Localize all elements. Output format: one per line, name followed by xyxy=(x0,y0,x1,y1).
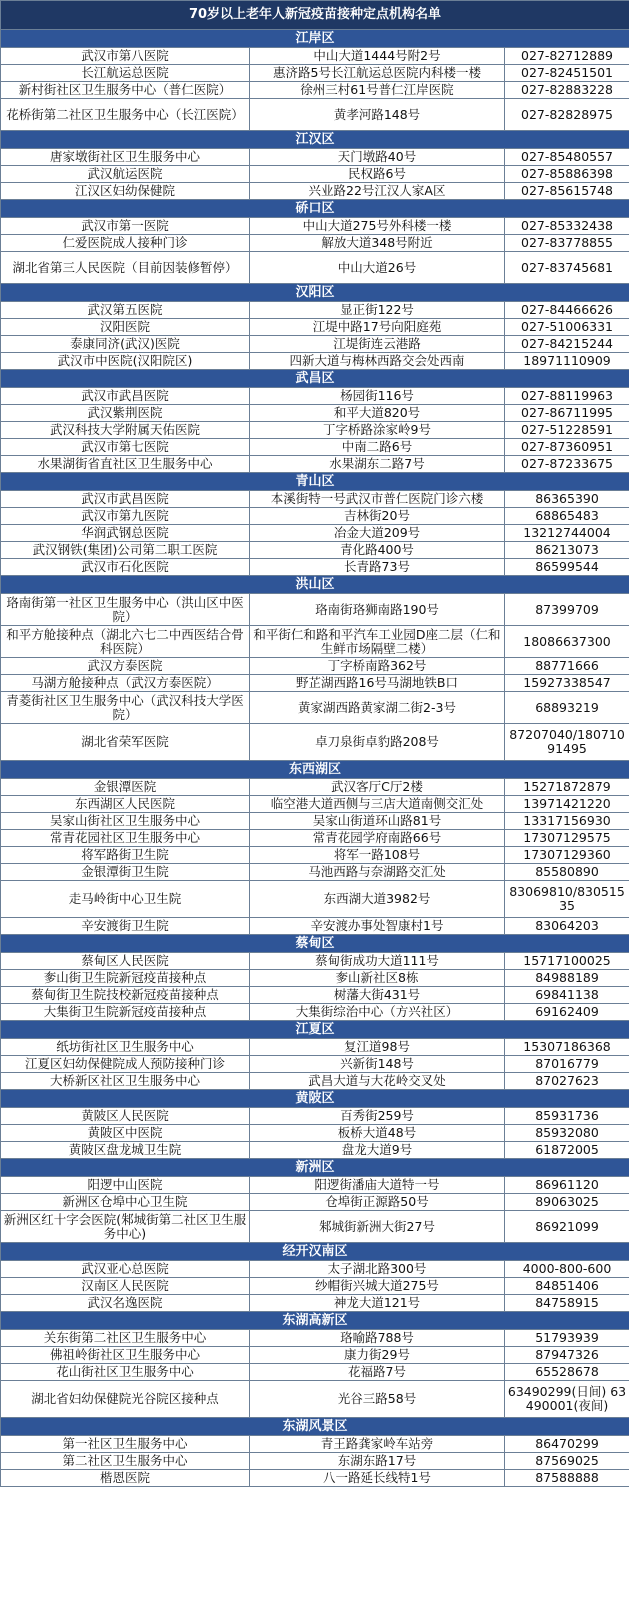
institution-name: 佛祖岭街社区卫生服务中心 xyxy=(1,1347,250,1364)
table-row xyxy=(1,594,629,626)
phone-number: 87569025 xyxy=(505,1453,629,1470)
phone-number: 027-87233675 xyxy=(505,456,629,473)
address: 大集街综治中心（方兴社区） xyxy=(250,1004,505,1021)
table-row xyxy=(1,235,629,252)
table-row xyxy=(1,1261,629,1278)
phone-number: 15717100025 xyxy=(505,953,629,970)
district-name: 黄陂区 xyxy=(1,1090,629,1108)
table-row xyxy=(1,252,629,284)
phone-number: 84851406 xyxy=(505,1278,629,1295)
address: 兴新街148号 xyxy=(250,1056,505,1073)
institution-name: 武汉市中医院(汉阳院区) xyxy=(1,353,250,370)
table-row xyxy=(1,422,629,439)
address: 冶金大道209号 xyxy=(250,525,505,542)
district-name: 新洲区 xyxy=(1,1159,629,1177)
address: 板桥大道48号 xyxy=(250,1125,505,1142)
table-row xyxy=(1,1211,629,1243)
district-header-row xyxy=(1,473,629,491)
district-header-row xyxy=(1,1090,629,1108)
table-row xyxy=(1,692,629,724)
address: 马池西路与奈湖路交汇处 xyxy=(250,864,505,881)
table-row xyxy=(1,491,629,508)
district-header-row xyxy=(1,1243,629,1261)
table-row xyxy=(1,319,629,336)
phone-number: 61872005 xyxy=(505,1142,629,1159)
table-row xyxy=(1,508,629,525)
phone-number: 027-85332438 xyxy=(505,218,629,235)
district-header-row xyxy=(1,1021,629,1039)
phone-number: 51793939 xyxy=(505,1330,629,1347)
institution-name: 长江航运总医院 xyxy=(1,65,250,82)
institution-name: 武汉市武昌医院 xyxy=(1,388,250,405)
table-row xyxy=(1,525,629,542)
table-row xyxy=(1,456,629,473)
address: 江堤街连云港路 xyxy=(250,336,505,353)
address: 青化路400号 xyxy=(250,542,505,559)
institution-name: 武汉紫荆医院 xyxy=(1,405,250,422)
phone-number: 027-82883228 xyxy=(505,82,629,99)
table-row xyxy=(1,1295,629,1312)
institution-name: 武汉市武昌医院 xyxy=(1,491,250,508)
address: 纱帽街兴城大道275号 xyxy=(250,1278,505,1295)
institution-name: 水果湖街省直社区卫生服务中心 xyxy=(1,456,250,473)
address: 中南二路6号 xyxy=(250,439,505,456)
institution-name: 珞南街第一社区卫生服务中心（洪山区中医院） xyxy=(1,594,250,626)
phone-number: 86213073 xyxy=(505,542,629,559)
table-row xyxy=(1,796,629,813)
institution-name: 武汉市第九医院 xyxy=(1,508,250,525)
address: 康力街29号 xyxy=(250,1347,505,1364)
address: 东湖东路17号 xyxy=(250,1453,505,1470)
phone-number: 86961120 xyxy=(505,1177,629,1194)
phone-number: 027-84215244 xyxy=(505,336,629,353)
address: 丁字桥南路362号 xyxy=(250,658,505,675)
district-name: 武昌区 xyxy=(1,370,629,388)
address: 辛安渡办事处智康村1号 xyxy=(250,918,505,935)
institution-name: 大桥新区社区卫生服务中心 xyxy=(1,1073,250,1090)
table-row xyxy=(1,1125,629,1142)
address: 民权路6号 xyxy=(250,166,505,183)
phone-number: 86599544 xyxy=(505,559,629,576)
district-header-row xyxy=(1,131,629,149)
table-row xyxy=(1,813,629,830)
address: 吉林街20号 xyxy=(250,508,505,525)
district-name: 洪山区 xyxy=(1,576,629,594)
district-name: 江汉区 xyxy=(1,131,629,149)
institution-name: 阳逻中山医院 xyxy=(1,1177,250,1194)
institution-name: 武汉第五医院 xyxy=(1,302,250,319)
district-header-row xyxy=(1,1159,629,1177)
phone-number: 83069810/83051535 xyxy=(505,881,629,918)
table-row xyxy=(1,302,629,319)
phone-number: 18086637300 xyxy=(505,626,629,658)
phone-number: 68865483 xyxy=(505,508,629,525)
table-row xyxy=(1,675,629,692)
address: 兴业路22号江汉人家A区 xyxy=(250,183,505,200)
phone-number: 027-85886398 xyxy=(505,166,629,183)
address: 花福路7号 xyxy=(250,1364,505,1381)
institution-name: 黄陂区盘龙城卫生院 xyxy=(1,1142,250,1159)
address: 徐州三村61号普仁江岸医院 xyxy=(250,82,505,99)
institution-name: 常青花园社区卫生服务中心 xyxy=(1,830,250,847)
address: 中山大道275号外科楼一楼 xyxy=(250,218,505,235)
address: 太子湖北路300号 xyxy=(250,1261,505,1278)
phone-number: 84988189 xyxy=(505,970,629,987)
table-row xyxy=(1,405,629,422)
institution-name: 第二社区卫生服务中心 xyxy=(1,1453,250,1470)
phone-number: 85932080 xyxy=(505,1125,629,1142)
table-row xyxy=(1,1381,629,1418)
phone-number: 027-87360951 xyxy=(505,439,629,456)
address: 常青花园学府南路66号 xyxy=(250,830,505,847)
phone-number: 027-85480557 xyxy=(505,149,629,166)
table-row xyxy=(1,1453,629,1470)
address: 中山大道1444号附2号 xyxy=(250,48,505,65)
address: 野芷湖西路16号马湖地铁B口 xyxy=(250,675,505,692)
phone-number: 87588888 xyxy=(505,1470,629,1487)
institution-name: 泰康同济(武汉)医院 xyxy=(1,336,250,353)
institution-name: 武汉市第八医院 xyxy=(1,48,250,65)
institution-name: 蔡甸区人民医院 xyxy=(1,953,250,970)
phone-number: 027-83778855 xyxy=(505,235,629,252)
institution-name: 纸坊街社区卫生服务中心 xyxy=(1,1039,250,1056)
phone-number: 87207040/18071091495 xyxy=(505,724,629,761)
institution-name: 湖北省妇幼保健院光谷院区接种点 xyxy=(1,1381,250,1418)
district-header-row xyxy=(1,1312,629,1330)
address: 水果湖东二路7号 xyxy=(250,456,505,473)
phone-number: 15271872879 xyxy=(505,779,629,796)
phone-number: 027-84466626 xyxy=(505,302,629,319)
address: 天门墩路40号 xyxy=(250,149,505,166)
phone-number: 69841138 xyxy=(505,987,629,1004)
address: 武汉客厅C厅2楼 xyxy=(250,779,505,796)
table-row xyxy=(1,82,629,99)
table-row xyxy=(1,559,629,576)
district-name: 东湖风景区 xyxy=(1,1418,629,1436)
address: 惠济路5号长江航运总医院内科楼一楼 xyxy=(250,65,505,82)
district-name: 蔡甸区 xyxy=(1,935,629,953)
table-row xyxy=(1,881,629,918)
address: 显正街122号 xyxy=(250,302,505,319)
institution-name: 汉阳医院 xyxy=(1,319,250,336)
address: 黄家湖西路黄家湖二街2-3号 xyxy=(250,692,505,724)
table-row xyxy=(1,99,629,131)
table-row xyxy=(1,542,629,559)
table-row xyxy=(1,864,629,881)
district-header-row xyxy=(1,200,629,218)
phone-number: 027-85615748 xyxy=(505,183,629,200)
phone-number: 87027623 xyxy=(505,1073,629,1090)
district-header-row xyxy=(1,935,629,953)
institution-name: 黄陂区人民医院 xyxy=(1,1108,250,1125)
table-row xyxy=(1,987,629,1004)
phone-number: 83064203 xyxy=(505,918,629,935)
address: 长青路73号 xyxy=(250,559,505,576)
address: 卓刀泉街卓豹路208号 xyxy=(250,724,505,761)
institution-name: 东西湖区人民医院 xyxy=(1,796,250,813)
table-row xyxy=(1,1436,629,1453)
page-title: 70岁以上老年人新冠疫苗接种定点机构名单 xyxy=(1,1,629,30)
phone-number: 13212744004 xyxy=(505,525,629,542)
phone-number: 027-82828975 xyxy=(505,99,629,131)
institution-name: 汉南区人民医院 xyxy=(1,1278,250,1295)
district-name: 经开汉南区 xyxy=(1,1243,629,1261)
address: 奓山新社区8栋 xyxy=(250,970,505,987)
table-row xyxy=(1,1056,629,1073)
table-row xyxy=(1,1039,629,1056)
district-name: 汉阳区 xyxy=(1,284,629,302)
table-row xyxy=(1,779,629,796)
address: 蔡甸街成功大道111号 xyxy=(250,953,505,970)
address: 邾城街新洲大街27号 xyxy=(250,1211,505,1243)
institution-name: 关东街第二社区卫生服务中心 xyxy=(1,1330,250,1347)
table-row xyxy=(1,953,629,970)
table-row xyxy=(1,388,629,405)
address: 复江道98号 xyxy=(250,1039,505,1056)
table-row xyxy=(1,1278,629,1295)
institution-name: 武汉名逸医院 xyxy=(1,1295,250,1312)
address: 神龙大道121号 xyxy=(250,1295,505,1312)
table-row xyxy=(1,218,629,235)
institution-name: 走马岭街中心卫生院 xyxy=(1,881,250,918)
phone-number: 65528678 xyxy=(505,1364,629,1381)
institution-name: 武汉钢铁(集团)公司第二职工医院 xyxy=(1,542,250,559)
table-row xyxy=(1,1330,629,1347)
district-name: 江夏区 xyxy=(1,1021,629,1039)
district-name: 青山区 xyxy=(1,473,629,491)
district-name: 硚口区 xyxy=(1,200,629,218)
address: 杨园街116号 xyxy=(250,388,505,405)
address: 和平街仁和路和平汽车工业园D座二层（仁和生鲜市场隔壁二楼） xyxy=(250,626,505,658)
table-row xyxy=(1,48,629,65)
institution-name: 湖北省第三人民医院（目前因装修暂停） xyxy=(1,252,250,284)
phone-number: 027-82712889 xyxy=(505,48,629,65)
institution-name: 辛安渡街卫生院 xyxy=(1,918,250,935)
address: 丁字桥路涂家岭9号 xyxy=(250,422,505,439)
table-row xyxy=(1,1004,629,1021)
institution-name: 吴家山街社区卫生服务中心 xyxy=(1,813,250,830)
table-row xyxy=(1,65,629,82)
phone-number: 88771666 xyxy=(505,658,629,675)
address: 中山大道26号 xyxy=(250,252,505,284)
institution-name: 新洲区红十字会医院(邾城街第二社区卫生服务中心) xyxy=(1,1211,250,1243)
phone-number: 027-88119963 xyxy=(505,388,629,405)
institution-name: 金银潭医院 xyxy=(1,779,250,796)
table-row xyxy=(1,658,629,675)
institution-name: 第一社区卫生服务中心 xyxy=(1,1436,250,1453)
phone-number: 13971421220 xyxy=(505,796,629,813)
phone-number: 4000-800-600 xyxy=(505,1261,629,1278)
address: 和平大道820号 xyxy=(250,405,505,422)
institution-name: 马湖方舱接种点（武汉方泰医院） xyxy=(1,675,250,692)
table-row xyxy=(1,1073,629,1090)
table-row xyxy=(1,1108,629,1125)
institution-name: 和平方舱接种点（湖北六七二中西医结合骨科医院） xyxy=(1,626,250,658)
phone-number: 17307129360 xyxy=(505,847,629,864)
phone-number: 84758915 xyxy=(505,1295,629,1312)
table-row xyxy=(1,353,629,370)
address: 仓埠街正源路50号 xyxy=(250,1194,505,1211)
phone-number: 027-82451501 xyxy=(505,65,629,82)
phone-number: 027-83745681 xyxy=(505,252,629,284)
phone-number: 69162409 xyxy=(505,1004,629,1021)
phone-number: 027-86711995 xyxy=(505,405,629,422)
institution-name: 唐家墩街社区卫生服务中心 xyxy=(1,149,250,166)
institution-name: 将军路街卫生院 xyxy=(1,847,250,864)
institution-name: 武汉市第七医院 xyxy=(1,439,250,456)
institution-name: 华润武钢总医院 xyxy=(1,525,250,542)
table-row xyxy=(1,1142,629,1159)
institution-name: 蔡甸街卫生院技校新冠疫苗接种点 xyxy=(1,987,250,1004)
address: 百秀街259号 xyxy=(250,1108,505,1125)
institution-name: 武汉方泰医院 xyxy=(1,658,250,675)
table-row xyxy=(1,439,629,456)
address: 树藩大街431号 xyxy=(250,987,505,1004)
phone-number: 027-51228591 xyxy=(505,422,629,439)
table-row xyxy=(1,1347,629,1364)
phone-number: 89063025 xyxy=(505,1194,629,1211)
address: 八一路延长线特1号 xyxy=(250,1470,505,1487)
phone-number: 15307186368 xyxy=(505,1039,629,1056)
institution-name: 青菱街社区卫生服务中心（武汉科技大学医院） xyxy=(1,692,250,724)
institution-name: 新村街社区卫生服务中心（普仁医院） xyxy=(1,82,250,99)
institution-name: 楷恩医院 xyxy=(1,1470,250,1487)
address: 阳逻街潘庙大道特一号 xyxy=(250,1177,505,1194)
district-header-row xyxy=(1,30,629,48)
table-row xyxy=(1,1177,629,1194)
table-row xyxy=(1,830,629,847)
phone-number: 87016779 xyxy=(505,1056,629,1073)
institution-name: 江夏区妇幼保健院成人预防接种门诊 xyxy=(1,1056,250,1073)
phone-number: 86921099 xyxy=(505,1211,629,1243)
district-header-row xyxy=(1,370,629,388)
table-row xyxy=(1,1364,629,1381)
district-name: 东西湖区 xyxy=(1,761,629,779)
address: 黄孝河路148号 xyxy=(250,99,505,131)
address: 吴家山街道环山路81号 xyxy=(250,813,505,830)
institution-name: 黄陂区中医院 xyxy=(1,1125,250,1142)
phone-number: 13317156930 xyxy=(505,813,629,830)
table-row xyxy=(1,847,629,864)
institution-name: 武汉航运医院 xyxy=(1,166,250,183)
district-name: 江岸区 xyxy=(1,30,629,48)
address: 解放大道348号附近 xyxy=(250,235,505,252)
phone-number: 68893219 xyxy=(505,692,629,724)
district-name: 东湖高新区 xyxy=(1,1312,629,1330)
institution-name: 大集街卫生院新冠疫苗接种点 xyxy=(1,1004,250,1021)
institution-name: 奓山街卫生院新冠疫苗接种点 xyxy=(1,970,250,987)
address: 盘龙大道9号 xyxy=(250,1142,505,1159)
address: 临空港大道西侧与三店大道南侧交汇处 xyxy=(250,796,505,813)
address: 江堤中路17号向阳庭苑 xyxy=(250,319,505,336)
phone-number: 027-51006331 xyxy=(505,319,629,336)
institution-name: 江汉区妇幼保健院 xyxy=(1,183,250,200)
table-row xyxy=(1,183,629,200)
title-row xyxy=(1,1,629,30)
institution-name: 湖北省荣军医院 xyxy=(1,724,250,761)
institution-name: 武汉亚心总医院 xyxy=(1,1261,250,1278)
address: 青王路龚家岭车站旁 xyxy=(250,1436,505,1453)
phone-number: 85931736 xyxy=(505,1108,629,1125)
phone-number: 87947326 xyxy=(505,1347,629,1364)
phone-number: 15927338547 xyxy=(505,675,629,692)
phone-number: 18971110909 xyxy=(505,353,629,370)
district-header-row xyxy=(1,284,629,302)
address: 珞喻路788号 xyxy=(250,1330,505,1347)
district-header-row xyxy=(1,576,629,594)
table-row xyxy=(1,1194,629,1211)
district-header-row xyxy=(1,761,629,779)
table-row xyxy=(1,149,629,166)
table-row xyxy=(1,970,629,987)
address: 本溪街特一号武汉市普仁医院门诊六楼 xyxy=(250,491,505,508)
table-row xyxy=(1,166,629,183)
address: 四新大道与梅林西路交会处西南 xyxy=(250,353,505,370)
phone-number: 63490299(日间) 63490001(夜间) xyxy=(505,1381,629,1418)
institution-name: 金银潭街卫生院 xyxy=(1,864,250,881)
institution-name: 仁爱医院成人接种门诊 xyxy=(1,235,250,252)
phone-number: 85580890 xyxy=(505,864,629,881)
address: 将军一路108号 xyxy=(250,847,505,864)
phone-number: 86365390 xyxy=(505,491,629,508)
address: 珞南街珞狮南路190号 xyxy=(250,594,505,626)
phone-number: 87399709 xyxy=(505,594,629,626)
table-row xyxy=(1,1470,629,1487)
address: 武昌大道与大花岭交叉处 xyxy=(250,1073,505,1090)
institution-name: 花山街社区卫生服务中心 xyxy=(1,1364,250,1381)
institution-name: 武汉科技大学附属天佑医院 xyxy=(1,422,250,439)
institution-name: 武汉市石化医院 xyxy=(1,559,250,576)
district-header-row xyxy=(1,1418,629,1436)
phone-number: 86470299 xyxy=(505,1436,629,1453)
institution-name: 花桥街第二社区卫生服务中心（长江医院） xyxy=(1,99,250,131)
institution-name: 武汉市第一医院 xyxy=(1,218,250,235)
address: 东西湖大道3982号 xyxy=(250,881,505,918)
table-row xyxy=(1,626,629,658)
institution-name: 新洲区仓埠中心卫生院 xyxy=(1,1194,250,1211)
phone-number: 17307129575 xyxy=(505,830,629,847)
table-row xyxy=(1,724,629,761)
table-row xyxy=(1,918,629,935)
table-row xyxy=(1,336,629,353)
address: 光谷三路58号 xyxy=(250,1381,505,1418)
